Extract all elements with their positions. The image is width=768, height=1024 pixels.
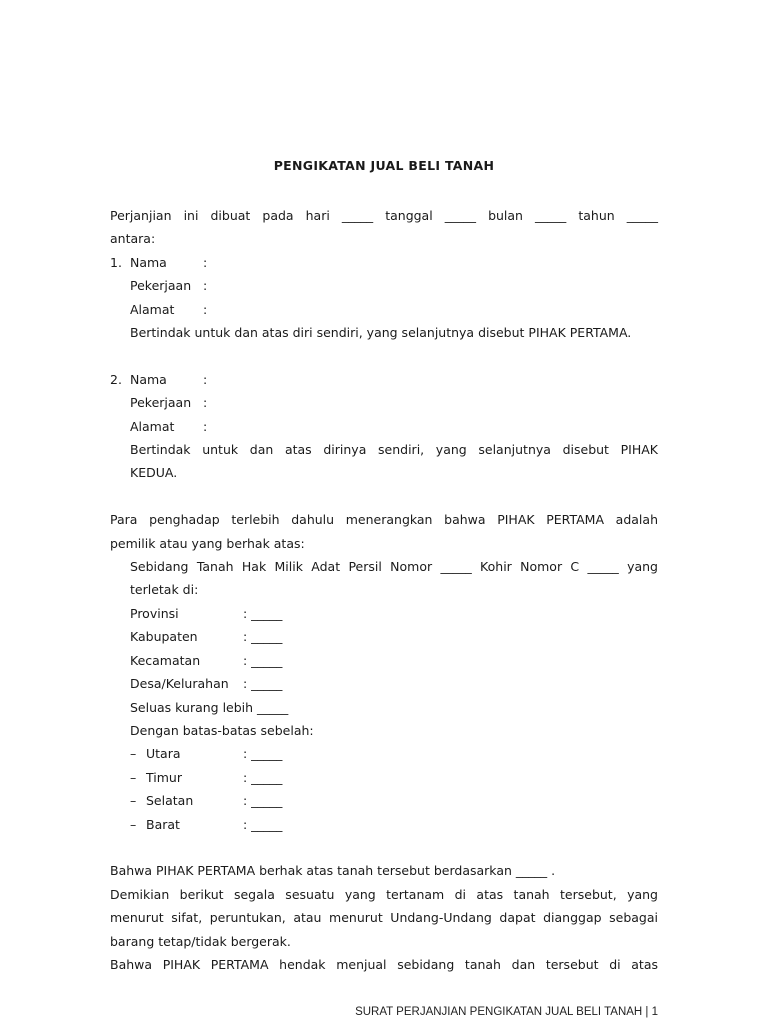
field-label: Pekerjaan	[130, 395, 192, 411]
location-label: Kabupaten	[130, 629, 198, 645]
dash-bullet: –	[130, 816, 137, 832]
field-label: Nama	[130, 371, 167, 387]
party-field	[130, 274, 658, 297]
field-separator: :	[203, 254, 208, 270]
paragraph-line: Para penghadap terlebih dahulu menerangkan bahwa PIHAK PERTAMA adalah	[110, 512, 658, 528]
field-label: Alamat	[130, 418, 175, 434]
parcel-line: terletak di:	[130, 582, 199, 598]
party-field	[130, 391, 658, 414]
field-separator: :	[203, 395, 208, 411]
location-row	[130, 625, 658, 648]
field-label: Pekerjaan	[130, 278, 192, 294]
location-row	[130, 672, 658, 695]
border-value: : _____	[243, 769, 283, 785]
paragraph-line: menurut sifat, peruntukan, atau menurut Undang-Undang dapat dianggap sebagai	[110, 910, 658, 926]
paragraph-line: Bahwa PIHAK PERTAMA berhak atas tanah tersebut berdasarkan _____ .	[110, 863, 556, 879]
border-label: Barat	[146, 816, 180, 832]
border-row	[130, 789, 658, 812]
party-field	[130, 368, 658, 391]
border-label: Timur	[146, 769, 182, 785]
field-separator: :	[203, 301, 208, 317]
field-label: Alamat	[130, 301, 175, 317]
party-field	[130, 415, 658, 438]
border-row	[130, 742, 658, 765]
intro-line: antara:	[110, 231, 156, 247]
border-label: Selatan	[146, 793, 194, 809]
party-number: 2.	[110, 371, 122, 387]
field-label: Nama	[130, 254, 167, 270]
paragraph-line: Bahwa PIHAK PERTAMA hendak menjual sebidang tanah dan tersebut di atas	[110, 956, 658, 972]
party-field	[130, 298, 658, 321]
paragraph-line: barang tetap/tidak bergerak.	[110, 933, 291, 949]
location-value: : _____	[243, 605, 283, 621]
area-line: Seluas kurang lebih _____	[130, 699, 289, 715]
field-separator: :	[203, 371, 208, 387]
border-row	[130, 813, 658, 836]
paragraph-line: pemilik atau yang berhak atas:	[110, 535, 305, 551]
location-label: Provinsi	[130, 605, 179, 621]
party-statement: Bertindak untuk dan atas dirinya sendiri, yang selanjutnya disebut PIHAK	[130, 442, 658, 458]
field-separator: :	[203, 418, 208, 434]
parcel-line: Sebidang Tanah Hak Milik Adat Persil Nomor _____ Kohir Nomor C _____ yang	[130, 559, 658, 575]
border-label: Utara	[146, 746, 181, 762]
location-label: Desa/Kelurahan	[130, 676, 229, 692]
paragraph-line: Demikian berikut segala sesuatu yang tertanam di atas tanah tersebut, yang	[110, 886, 658, 902]
border-value: : _____	[243, 816, 283, 832]
document-body	[110, 204, 658, 976]
document-title: PENGIKATAN JUAL BELI TANAH	[273, 158, 495, 173]
party-field	[130, 251, 658, 274]
dash-bullet: –	[130, 746, 137, 762]
parcel-description	[110, 555, 658, 836]
location-value: : _____	[243, 629, 283, 645]
party-statement: KEDUA.	[130, 465, 178, 481]
location-row	[130, 649, 658, 672]
intro-line: Perjanjian ini dibuat pada hari _____ tanggal _____ bulan _____ tahun _____	[110, 208, 658, 223]
border-value: : _____	[243, 746, 283, 762]
border-value: : _____	[243, 793, 283, 809]
location-value: : _____	[243, 676, 283, 692]
location-label: Kecamatan	[130, 652, 201, 668]
party-second	[110, 368, 658, 485]
location-value: : _____	[243, 652, 283, 668]
border-row	[130, 766, 658, 789]
borders-intro: Dengan batas-batas sebelah:	[130, 722, 314, 738]
field-separator: :	[203, 278, 208, 294]
party-number: 1.	[110, 254, 122, 270]
party-first	[110, 251, 658, 345]
party-statement: Bertindak untuk dan atas diri sendiri, yang selanjutnya disebut PIHAK PERTAMA.	[130, 325, 632, 341]
page-footer: SURAT PERJANJIAN PENGIKATAN JUAL BELI TANAH | 1	[355, 1006, 658, 1018]
dash-bullet: –	[130, 769, 137, 785]
dash-bullet: –	[130, 793, 137, 809]
location-row	[130, 602, 658, 625]
